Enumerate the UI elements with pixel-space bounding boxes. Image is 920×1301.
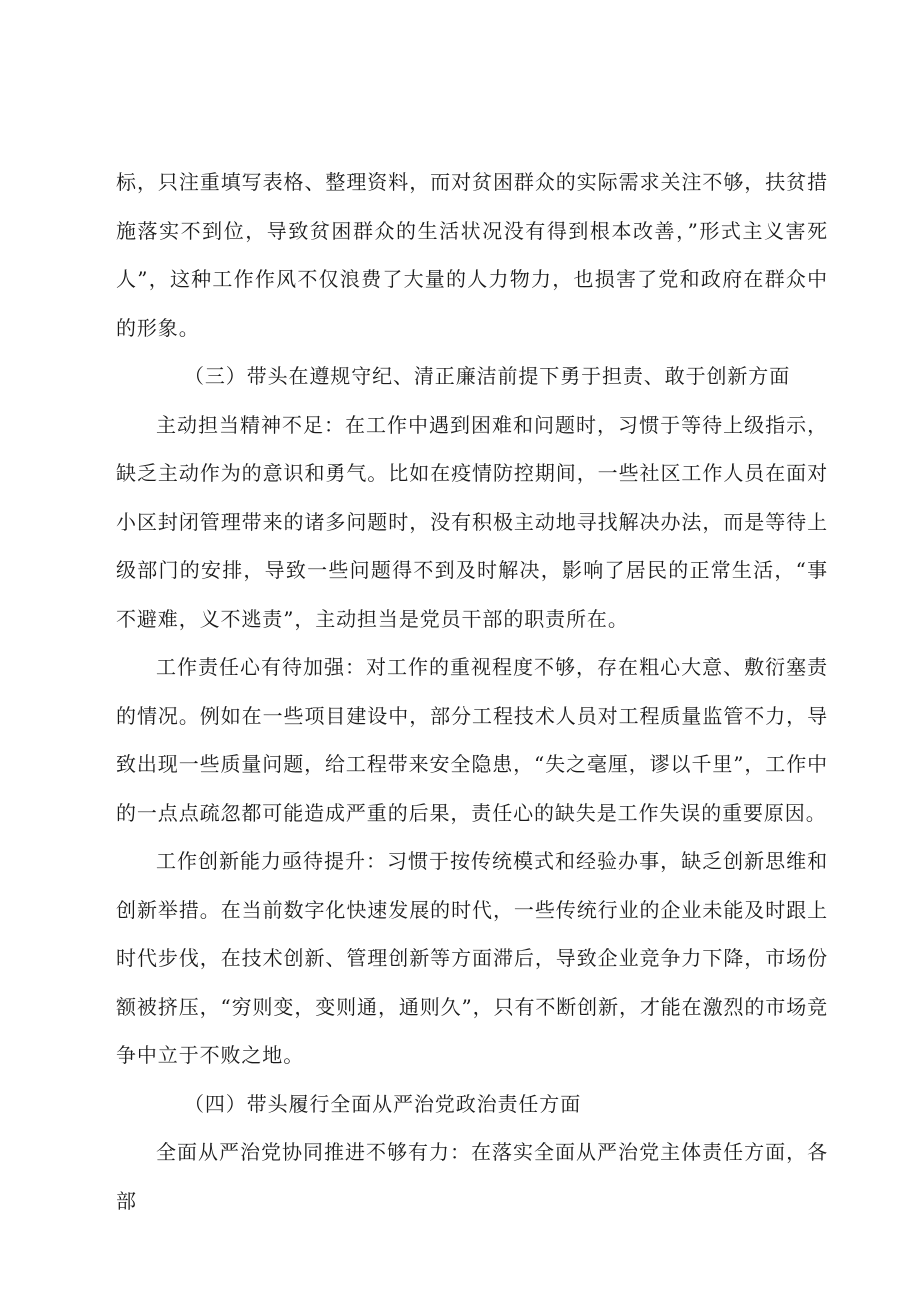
section-heading-three: （三）带头在遵规守纪、清正廉洁前提下勇于担责、敢于创新方面 [184, 364, 791, 388]
paragraph-party-governance: 全面从严治党协同推进不够有力：在落实全面从严治党主体责任方面，各部 [116, 1140, 828, 1213]
paragraph-continuation: 标，只注重填写表格、整理资料，而对贫困群众的实际需求关注不够，扶贫措施落实不到位，导致贫困群众的生活状况没有得到根本改善，”形式主义害死人”，这种工作作风不仅浪费了大量的人力物力，也损害了党和政府在群众中的形象。 [116, 170, 828, 340]
paragraph-responsibility: 工作责任心有待加强：对工作的重视程度不够，存在粗心大意、敷衍塞责的情况。例如在一些项目建设中，部分工程技术人员对工程质量监管不力，导致出现一些质量问题，给工程带来安全隐患，“失之毫厘，谬以千里”，工作中的一点点疏忽都可能造成严重的后果，责任心的缺失是工作失误的重要原因。 [116, 655, 828, 825]
paragraph-initiative: 主动担当精神不足：在工作中遇到困难和问题时，习惯于等待上级指示，缺乏主动作为的意识和勇气。比如在疫情防控期间，一些社区工作人员在面对小区封闭管理带来的诸多问题时，没有积极主动地寻找解决办法，而是等待上级部门的安排，导致一些问题得不到及时解决，影响了居民的正常生活，“事不避难，义不逃责”，主动担当是党员干部的职责所在。 [116, 412, 828, 631]
paragraph-innovation: 工作创新能力亟待提升：习惯于按传统模式和经验办事，缺乏创新思维和创新举措。在当前数字化快速发展的时代，一些传统行业的企业未能及时跟上时代步伐，在技术创新、管理创新等方面滞后，导致企业竞争力下降，市场份额被挤压，“穷则变，变则通，通则久”，只有不断创新，才能在激烈的市场竞争中立于不败之地。 [116, 849, 828, 1067]
section-heading-four: （四）带头履行全面从严治党政治责任方面 [184, 1091, 582, 1116]
document-body [116, 158, 828, 1225]
